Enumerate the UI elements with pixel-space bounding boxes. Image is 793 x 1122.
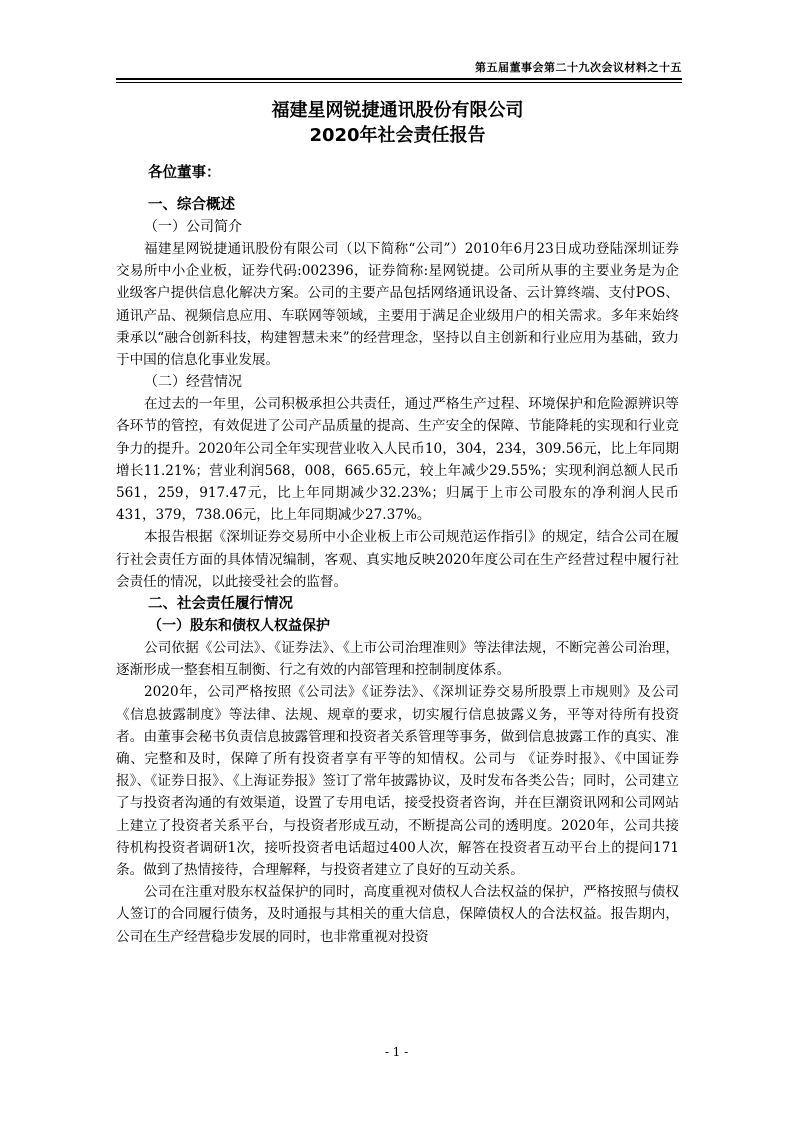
paragraph-report-basis: 本报告根据《深圳证券交易所中小企业板上市公司规范运作指引》的规定，结合公司在履行社会责任方面的具体情况编制，客观、真实地反映2020年度公司在生产经营过程中履行社会责任的情况，以此接受社会的监督。: [116, 529, 679, 590]
header-text: 第五届董事会第二十九次会议材料之十五: [475, 61, 682, 74]
paragraph-operations: 在过去的一年里，公司积极承担公共责任，通过严格生产过程、环境保护和危险源辨识等各环节的管控，有效促进了公司产品质量的提高、生产安全的保障、节能降耗的实现和行业竞争力的提升。2020年公司全年实现营业收入人民币10，304，234，309.56元，比上年同期增长11.21%；营业利润568，008，665.65元，较上年减少29.55%；实现利润总额人民币561，259，917.47元，比上年同期减少32.23%；归属于上市公司股东的净利润人民币431，379，738.06元，比上年同期减少27.37%。: [116, 396, 679, 524]
document-body: [116, 98, 679, 948]
subsection-heading-shareholder-protection: （一）股东和债权人权益保护: [148, 618, 330, 635]
subsection-heading-company-profile: （一）公司简介: [144, 219, 242, 235]
paragraph-governance: 公司依据《公司法》、《证券法》、《上市公司治理准则》等法律法规，不断完善公司治理，逐渐形成一整套相互制衡、行之有效的内部管理和控制制度体系。: [116, 640, 679, 679]
page-header: [116, 58, 682, 80]
subsection-heading-operations: （二）经营情况: [144, 374, 242, 391]
paragraph-company-profile: 福建星网锐捷通讯股份有限公司（以下简称“公司”）2010年6月23日成功登陆深圳证券交易所中小企业板，证券代码:002396，证券简称:星网锐捷。公司所从事的主要业务是为企业级客户提供信息化解决方案。公司的主要产品包括网络通讯设备、云计算终端、支付POS、通讯产品、视频信息应用、车联网等领域，主要用于满足企业级用户的相关需求。多年来始终秉承以“融合创新科技，构建智慧未来”的经营理念，坚持以自主创新和行业应用为基础，致力于中国的信息化事业发展。: [116, 241, 679, 369]
section-heading-overview: 一、综合概述: [148, 197, 235, 213]
page-number: - 1 -: [384, 1045, 409, 1059]
paragraph-creditor-protection: 公司在注重对股东权益保护的同时，高度重视对债权人合法权益的保护，严格按照与债权人签订的合同履行债务，及时通报与其相关的重大信息，保障债权人的合法权益。报告期内，公司在生产经营稳步发展的同时，也非常重视对投资: [116, 884, 679, 945]
salutation: 各位董事：: [148, 165, 221, 181]
document-title-company: 福建星网锐捷通讯股份有限公司: [271, 100, 524, 121]
section-heading-social-responsibility: 二、社会责任履行情况: [148, 596, 293, 613]
paragraph-disclosure: 2020年，公司严格按照《公司法》《证券法》、《深圳证券交易所股票上市规则》及公司《信息披露制度》等法律、法规、规章的要求，切实履行信息披露义务，平等对待所有投资者。由董事会秘书负责信息披露管理和投资者关系管理等事务，做到信息披露工作的真实、准确、完整和及时，保障了所有投资者享有平等的知情权。公司与 《证券时报》、《中国证券报》、《证券日报》、《上海证券报》签订了常年披露协议，及时发布各类公告；同时，公司建立了与投资者沟通的有效渠道，设置了专用电话，接受投资者咨询，并在巨潮资讯网和公司网站上建立了投资者关系平台，与投资者形成互动，不断提高公司的透明度。2020年，公司共接待机构投资者调研1次，接听投资者电话超过400人次，解答在投资者互动平台上的提问171条。做到了热情接待，合理解释，与投资者建立了良好的互动关系。: [116, 684, 679, 879]
document-title-report: 2020年社会责任报告: [309, 125, 486, 146]
